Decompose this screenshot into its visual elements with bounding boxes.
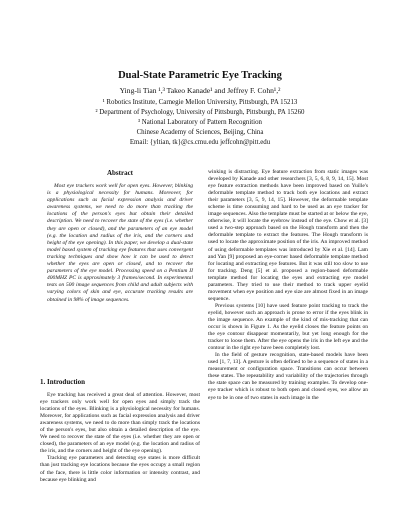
right-column — [208, 169, 368, 402]
affiliation-2: ² Department of Psychology, University of Pittsburgh, Pittsburgh, PA 15260 — [95, 109, 305, 116]
introduction-body — [40, 392, 200, 484]
introduction-paragraph-2: Tracking eye parameters and detecting eye states is more difficult than just tracking eye locations because the eyes occupy a small region of the face, there is little color information or intensity contrast, and because eye blinking and — [40, 455, 200, 483]
right-column-paragraph-2: Previous systems [10] have used feature point tracking to track the eyelid, however such an approach is prone to error if the eyes blink in the image sequence. An example of the kind of mis-tracking that can occur is shown in Figure 1. As the eyelid closes the feature points on the eye contour disappear momentarily, but yet long enough for the tracker to loose them. After the eye opens the iris in the left eye and the contour in the right eye have been completely lost. — [208, 302, 368, 352]
affiliation-3: ³ National Laboratory of Pattern Recognition — [138, 119, 262, 126]
email-line: Email: {yltian, tk}@cs.cmu.edu jeffcohn@pitt.edu — [129, 139, 271, 146]
introduction-paragraph-1: Eye tracking has received a great deal of attention. However, most eye trackers only work well for open eyes and simply track the locations of the eyes. Blinking is a physiological necessity for humans. Moreover, for applications such as facial expression analysis and driver awareness systems, we need to do more than simply track the locations of the person's eyes, but also obtain a detailed description of the eye. We need to recover the state of the eyes (i.e. whether they are open or closed), the parameters of an eye model (e.g. the location and radius of the iris, and the corners and height of the eye opening). — [40, 392, 200, 455]
right-column-paragraph-1: winking is distracting. Eye feature extraction from static images was developed by Kanade and other researchers [3, 5, 6, 8, 9, 14, 15]. Most eye feature extraction methods have been improved based on Yuille's deformable template method to track both eye locations and extract their parameters [3, 5, 9, 14, 15]. However, the deformable template scheme is time consuming and hard to be used as an eye tracker for image sequences. Also the template must be started at or below the eye, otherwise, it will locate the eyebrow instead of the eye. Chow et al. [3] used a two-step approach based on the Hough transform and then the deformable template to extract the features. The Hough transform is used to locate the approximate position of the iris. An improved method of using deformable templates was introduced by Xie et al. [14]. Lam and Yan [9] proposed an eye-corner based deformable template method for locating and extracting eye features. But it was still too slow to use for tracking. Deng [5] et al. proposed a region-based deformable template method for locating the eyes and extracting eye model parameters. They tried to use their method to track upper eyelid movement when eye position and eye size are almost fixed in an image sequence. — [208, 169, 368, 302]
abstract-paragraph: Most eye trackers work well for open eyes. However, blinking is a physiological necessity for humans. Moreover, for applications such as facial expression analysis and driver awareness systems, we need to do more than tracking the locations of the person's eyes but obtain their detailed description. We need to recover the state of the eyes (i.e. whether they are open or closed), and the parameters of an eye model (e.g. the location and radius of the iris, and the corners and height of the eye opening). In this paper, we develop a dual-state model based system of tracking eye features that uses convergent tracking techniques and show how it can be used to detect whether the eyes are open or closed, and to recover the parameters of the eye model. Processing speed on a Pentium II 400MHZ PC is approximately 3 frames/second. In experimental tests on 500 image sequences from child and adult subjects with varying colors of skin and eye, accurate tracking results are obtained in 98% of image sequences. — [47, 183, 193, 303]
affiliation-1: ¹ Robotics Institute, Carnegie Mellon University, Pittsburgh, PA 15213 — [102, 99, 298, 106]
abstract-text — [47, 183, 193, 304]
section-heading-introduction: 1. Introduction — [40, 378, 85, 386]
affiliation-4: Chinese Academy of Sciences, Beijing, China — [136, 129, 264, 136]
abstract-heading: Abstract — [106, 169, 134, 177]
paper-title: Dual-State Parametric Eye Tracking — [118, 70, 282, 81]
author-line: Ying-li Tian ¹,³ Takeo Kanade¹ and Jeffrey F. Cohn¹,² — [119, 86, 281, 95]
right-column-paragraph-3: In the field of gesture recognition, state-based models have been used [1, 7, 13]. A gesture is often defined to be a sequence of states in a measurement or configuration space. Transitions can occur between these states. The repeatability and variability of the trajectories through the state space can be measured by training examples. To develop one-eye tracker which is robust to both open and closed eyes, we allow an eye to be in one of two states in each image in the — [208, 352, 368, 401]
